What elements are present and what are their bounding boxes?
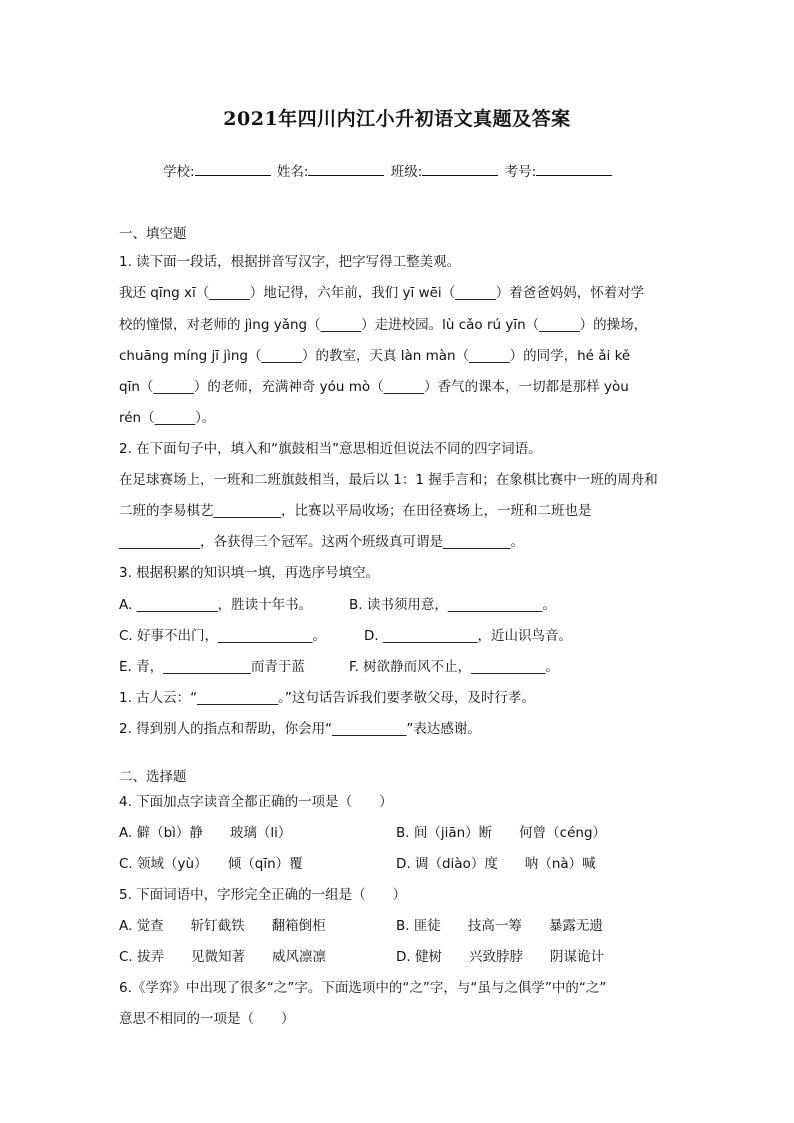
q3-sub-1: 1. 古人云：“____________。”这句话告诉我们要孝敬父母，及时行孝。 (119, 690, 535, 706)
student-info-row (163, 160, 614, 180)
q6-line: 意思不相同的一项是（ ） (119, 1011, 295, 1027)
q3-option-c: C. 好事不出门，______________。 (119, 628, 327, 644)
q5-option-b: B. 匪徒 技高一筹 暴露无遗 (396, 918, 603, 934)
q3-option-d: D. ______________，近山识鸟音。 (364, 628, 572, 644)
q1-line: qīn（______）的老师，充满神奇 yóu mò（______）香气的课本，一切都是那样 yòu (119, 379, 629, 395)
q6-line: 6.《学弈》中出现了很多“之”字。下面选项中的“之”字，与“虽与之俱学”中的“之” (119, 980, 607, 996)
q2-line: ____________，各获得三个冠军。这两个班级真可谓是__________。 (119, 534, 524, 550)
class-label: 班级: (390, 164, 423, 180)
q5-option-d: D. 健树 兴致脖脖 阴谋诡计 (396, 949, 604, 965)
class-blank[interactable] (422, 163, 498, 176)
q1-line: 校的憧憬，对老师的 jìng yǎng（______）走进校园。lù cǎo rú yīn（______）的操场， (119, 317, 648, 333)
q4-stem: 4. 下面加点字读音全都正确的一项是（ ） (119, 794, 393, 810)
q3-option-b: B. 读书须用意，______________。 (349, 597, 556, 613)
q5-option-c: C. 拔弄 见微知著 威风凛凛 (119, 949, 327, 965)
q1-line: rén（______）。 (119, 410, 216, 426)
section2-heading: 二、选择题 (119, 769, 187, 785)
q3-option-f: F. 树欲静而风不止，___________。 (349, 659, 559, 675)
q4-option-c: C. 领域（yù） 倾（qīn）覆 (119, 856, 303, 872)
school-label: 学校: (163, 164, 195, 180)
q4-option-a: A. 僻（bì）静 玻璃（li） (119, 825, 292, 841)
q1-stem: 1. 读下面一段话，根据拼音写汉字，把字写得工整美观。 (119, 254, 461, 270)
name-label: 姓名: (276, 164, 309, 180)
q2-stem: 2. 在下面句子中，填入和“旗鼓相当”意思相近但说法不同的四字词语。 (119, 441, 542, 457)
q5-option-a: A. 觉查 斩钉截铁 翻箱倒柜 (119, 918, 326, 934)
q3-option-e: E. 青，_____________而青于蓝 (119, 659, 305, 675)
q2-line: 二班的李易棋艺__________，比赛以平局收场；在田径赛场上，一班和二班也是 (119, 503, 592, 519)
document-title: 2021年四川内江小升初语文真题及答案 (223, 108, 571, 130)
school-blank[interactable] (195, 163, 271, 176)
q3-sub-2: 2. 得到别人的指点和帮助，你会用“___________”表达感谢。 (119, 721, 481, 737)
q5-stem: 5. 下面词语中，字形完全正确的一组是（ ） (119, 887, 407, 903)
q3-option-a: A. ____________，胜读十年书。 (119, 597, 313, 613)
q4-option-d: D. 调（diào）度 呐（nà）喊 (396, 856, 596, 872)
q1-line: chuāng míng jī jìng（______）的教室，天真 làn màn（______）的同学，hé ǎi kě (119, 348, 631, 364)
section1-heading: 一、填空题 (119, 226, 187, 242)
name-blank[interactable] (308, 163, 384, 176)
q2-line: 在足球赛场上，一班和二班旗鼓相当，最后以 1：1 握手言和；在象棋比赛中一班的周舟和 (119, 472, 658, 488)
number-label: 考号: (504, 164, 537, 180)
q4-option-b: B. 间（jiān）断 何曾（céng） (396, 825, 607, 841)
q3-stem: 3. 根据积累的知识填一填，再选序号填空。 (119, 565, 380, 581)
q1-line: 我还 qīng xī（______）地记得，六年前，我们 yī wēi（______）着爸爸妈妈，怀着对学 (119, 285, 645, 301)
number-blank[interactable] (536, 163, 612, 176)
